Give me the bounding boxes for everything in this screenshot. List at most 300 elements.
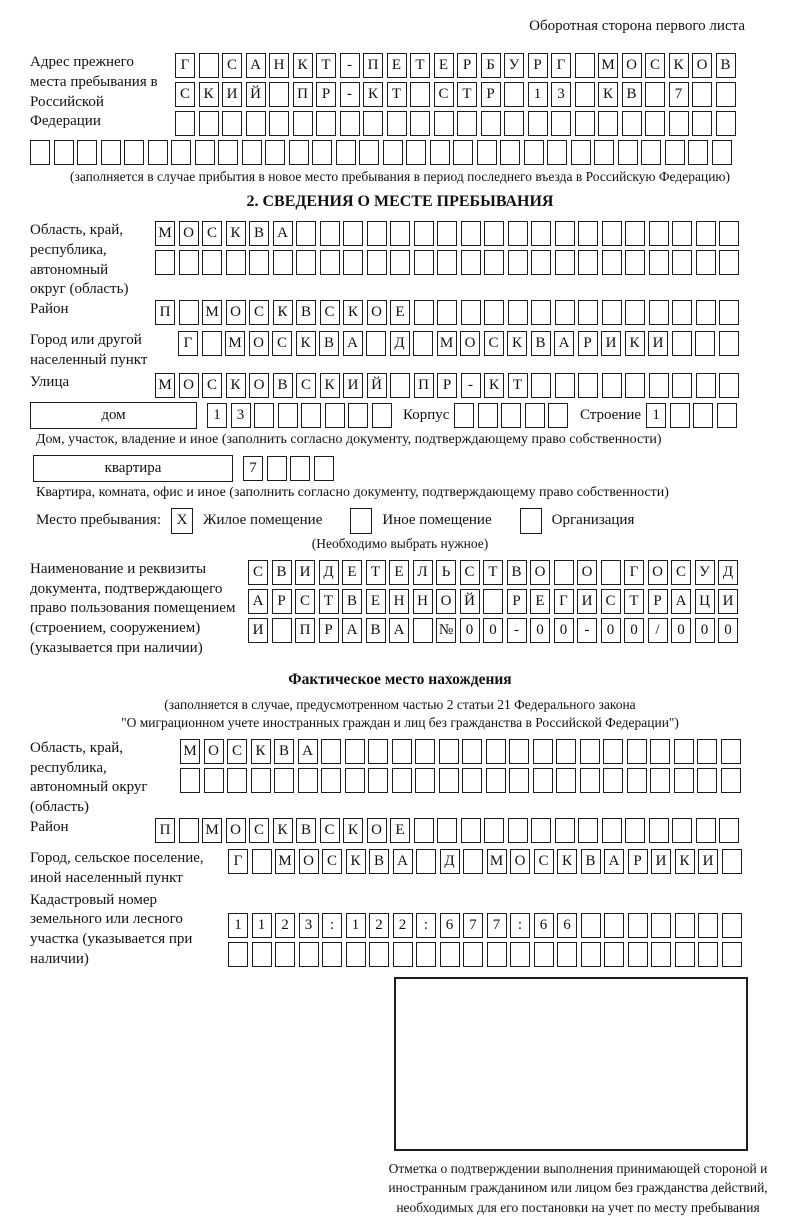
char-box[interactable]: В — [273, 373, 293, 398]
char-box[interactable] — [322, 942, 342, 967]
char-box[interactable]: И — [648, 331, 668, 356]
char-box[interactable]: П — [293, 82, 313, 107]
char-box[interactable] — [500, 140, 520, 165]
char-box[interactable] — [696, 250, 716, 275]
char-box[interactable]: С — [320, 818, 340, 843]
char-box[interactable] — [77, 140, 97, 165]
char-box[interactable] — [578, 373, 598, 398]
char-box[interactable] — [484, 250, 504, 275]
char-box[interactable] — [254, 403, 274, 428]
char-box[interactable] — [649, 373, 669, 398]
char-box[interactable] — [719, 221, 739, 246]
char-box[interactable]: К — [251, 739, 271, 764]
char-box[interactable]: 7 — [463, 913, 483, 938]
char-box[interactable] — [486, 739, 506, 764]
char-box[interactable] — [416, 942, 436, 967]
char-box[interactable]: 3 — [231, 403, 251, 428]
char-box[interactable]: В — [342, 589, 362, 614]
char-box[interactable] — [674, 768, 694, 793]
char-box[interactable] — [478, 403, 498, 428]
char-box[interactable]: № — [436, 618, 456, 643]
char-box[interactable]: Д — [390, 331, 410, 356]
char-box[interactable] — [437, 250, 457, 275]
char-box[interactable] — [463, 849, 483, 874]
char-box[interactable]: Л — [413, 560, 433, 585]
char-box[interactable] — [602, 221, 622, 246]
char-box[interactable] — [414, 221, 434, 246]
char-box[interactable] — [556, 768, 576, 793]
char-box[interactable] — [695, 331, 715, 356]
char-box[interactable] — [696, 818, 716, 843]
char-box[interactable]: 0 — [671, 618, 691, 643]
char-box[interactable]: М — [202, 818, 222, 843]
char-box[interactable] — [320, 221, 340, 246]
char-box[interactable]: О — [179, 221, 199, 246]
char-box[interactable] — [692, 111, 712, 136]
char-box[interactable] — [688, 140, 708, 165]
char-box[interactable] — [390, 221, 410, 246]
char-box[interactable] — [672, 818, 692, 843]
char-box[interactable] — [321, 768, 341, 793]
char-box[interactable]: 6 — [534, 913, 554, 938]
char-box[interactable] — [296, 250, 316, 275]
char-box[interactable]: А — [554, 331, 574, 356]
char-box[interactable]: Е — [390, 818, 410, 843]
char-box[interactable] — [649, 221, 669, 246]
char-box[interactable]: О — [367, 300, 387, 325]
char-box[interactable] — [278, 403, 298, 428]
char-box[interactable] — [697, 739, 717, 764]
char-box[interactable] — [481, 111, 501, 136]
char-box[interactable]: К — [320, 373, 340, 398]
char-box[interactable]: С — [202, 373, 222, 398]
char-box[interactable] — [343, 221, 363, 246]
char-box[interactable] — [437, 300, 457, 325]
char-box[interactable]: К — [343, 818, 363, 843]
char-box[interactable] — [571, 140, 591, 165]
char-box[interactable] — [249, 250, 269, 275]
char-box[interactable]: Р — [481, 82, 501, 107]
char-box[interactable] — [675, 913, 695, 938]
char-box[interactable]: О — [648, 560, 668, 585]
char-box[interactable] — [299, 942, 319, 967]
char-box[interactable]: К — [625, 331, 645, 356]
char-box[interactable] — [406, 140, 426, 165]
char-box[interactable] — [413, 618, 433, 643]
char-box[interactable]: С — [484, 331, 504, 356]
char-box[interactable] — [246, 111, 266, 136]
char-box[interactable] — [430, 140, 450, 165]
char-box[interactable] — [580, 768, 600, 793]
char-box[interactable] — [252, 849, 272, 874]
char-box[interactable]: О — [179, 373, 199, 398]
char-box[interactable] — [719, 818, 739, 843]
char-box[interactable] — [392, 739, 412, 764]
char-box[interactable] — [556, 739, 576, 764]
char-box[interactable]: 1 — [528, 82, 548, 107]
char-box[interactable]: С — [249, 818, 269, 843]
char-box[interactable] — [651, 913, 671, 938]
char-box[interactable]: 0 — [554, 618, 574, 643]
char-box[interactable] — [555, 300, 575, 325]
char-box[interactable]: В — [716, 53, 736, 78]
char-box[interactable] — [628, 942, 648, 967]
char-box[interactable]: А — [246, 53, 266, 78]
char-box[interactable] — [547, 140, 567, 165]
char-box[interactable]: В — [366, 618, 386, 643]
char-box[interactable]: О — [226, 818, 246, 843]
char-box[interactable] — [533, 768, 553, 793]
char-box[interactable] — [578, 818, 598, 843]
char-box[interactable]: О — [367, 818, 387, 843]
char-box[interactable]: Г — [178, 331, 198, 356]
char-box[interactable] — [414, 250, 434, 275]
char-box[interactable] — [175, 111, 195, 136]
char-box[interactable]: Т — [508, 373, 528, 398]
char-box[interactable] — [410, 111, 430, 136]
char-box[interactable]: К — [273, 300, 293, 325]
char-box[interactable] — [722, 942, 742, 967]
char-box[interactable]: С — [249, 300, 269, 325]
char-box[interactable]: Д — [319, 560, 339, 585]
char-box[interactable] — [721, 768, 741, 793]
char-box[interactable]: В — [622, 82, 642, 107]
char-box[interactable]: В — [369, 849, 389, 874]
char-box[interactable] — [30, 140, 50, 165]
char-box[interactable] — [461, 818, 481, 843]
char-box[interactable] — [486, 768, 506, 793]
char-box[interactable] — [719, 373, 739, 398]
char-box[interactable] — [575, 82, 595, 107]
char-box[interactable] — [509, 768, 529, 793]
char-box[interactable] — [604, 913, 624, 938]
char-box[interactable]: С — [601, 589, 621, 614]
char-box[interactable] — [289, 140, 309, 165]
char-box[interactable] — [148, 140, 168, 165]
char-box[interactable] — [204, 768, 224, 793]
char-box[interactable] — [265, 140, 285, 165]
char-box[interactable] — [413, 331, 433, 356]
char-box[interactable]: Р — [319, 618, 339, 643]
char-box[interactable]: К — [507, 331, 527, 356]
char-box[interactable]: Е — [366, 589, 386, 614]
char-box[interactable] — [363, 111, 383, 136]
char-box[interactable] — [717, 403, 737, 428]
char-box[interactable]: С — [222, 53, 242, 78]
char-box[interactable] — [202, 331, 222, 356]
char-box[interactable] — [437, 818, 457, 843]
char-box[interactable] — [439, 768, 459, 793]
char-box[interactable]: Б — [481, 53, 501, 78]
char-box[interactable]: О — [510, 849, 530, 874]
char-box[interactable] — [601, 560, 621, 585]
char-box[interactable]: И — [601, 331, 621, 356]
char-box[interactable] — [414, 818, 434, 843]
char-box[interactable]: М — [202, 300, 222, 325]
char-box[interactable]: С — [272, 331, 292, 356]
char-box[interactable] — [645, 111, 665, 136]
char-box[interactable]: О — [226, 300, 246, 325]
char-box[interactable] — [416, 849, 436, 874]
char-box[interactable] — [345, 768, 365, 793]
char-box[interactable] — [484, 300, 504, 325]
char-box[interactable]: И — [222, 82, 242, 107]
char-box[interactable] — [124, 140, 144, 165]
char-box[interactable]: 2 — [393, 913, 413, 938]
char-box[interactable] — [722, 849, 742, 874]
char-box[interactable]: В — [296, 818, 316, 843]
char-box[interactable]: А — [671, 589, 691, 614]
char-box[interactable]: А — [604, 849, 624, 874]
char-box[interactable] — [390, 250, 410, 275]
char-box[interactable] — [508, 818, 528, 843]
char-box[interactable] — [269, 82, 289, 107]
char-box[interactable] — [252, 942, 272, 967]
char-box[interactable]: С — [671, 560, 691, 585]
char-box[interactable] — [698, 942, 718, 967]
char-box[interactable] — [649, 818, 669, 843]
char-box[interactable] — [712, 140, 732, 165]
char-box[interactable] — [179, 300, 199, 325]
char-box[interactable]: М — [155, 221, 175, 246]
char-box[interactable]: 2 — [369, 913, 389, 938]
char-box[interactable]: Ц — [695, 589, 715, 614]
char-box[interactable] — [457, 111, 477, 136]
char-box[interactable]: В — [319, 331, 339, 356]
char-box[interactable] — [199, 53, 219, 78]
char-box[interactable] — [340, 111, 360, 136]
char-box[interactable] — [721, 739, 741, 764]
char-box[interactable]: Ь — [436, 560, 456, 585]
char-box[interactable]: М — [155, 373, 175, 398]
char-box[interactable] — [345, 739, 365, 764]
char-box[interactable] — [650, 768, 670, 793]
char-box[interactable]: Р — [507, 589, 527, 614]
char-box[interactable] — [693, 403, 713, 428]
char-box[interactable] — [645, 82, 665, 107]
char-box[interactable]: Т — [457, 82, 477, 107]
char-box[interactable]: Р — [272, 589, 292, 614]
char-box[interactable]: : — [510, 913, 530, 938]
char-box[interactable]: Р — [578, 331, 598, 356]
char-box[interactable] — [602, 300, 622, 325]
char-box[interactable]: Н — [413, 589, 433, 614]
char-box[interactable]: В — [531, 331, 551, 356]
char-box[interactable]: Р — [457, 53, 477, 78]
char-box[interactable] — [675, 942, 695, 967]
char-box[interactable]: 7 — [669, 82, 689, 107]
char-box[interactable] — [548, 403, 568, 428]
char-box[interactable]: 6 — [440, 913, 460, 938]
char-box[interactable]: К — [598, 82, 618, 107]
char-box[interactable] — [269, 111, 289, 136]
char-box[interactable]: М — [275, 849, 295, 874]
char-box[interactable]: - — [340, 82, 360, 107]
char-box[interactable] — [696, 221, 716, 246]
char-box[interactable] — [534, 942, 554, 967]
char-box[interactable] — [453, 140, 473, 165]
char-box[interactable] — [202, 250, 222, 275]
char-box[interactable] — [719, 300, 739, 325]
char-box[interactable] — [242, 140, 262, 165]
char-box[interactable] — [575, 111, 595, 136]
char-box[interactable]: С — [534, 849, 554, 874]
char-box[interactable]: К — [343, 300, 363, 325]
char-box[interactable] — [581, 942, 601, 967]
char-box[interactable] — [672, 300, 692, 325]
char-box[interactable]: И — [343, 373, 363, 398]
char-box[interactable] — [343, 250, 363, 275]
char-box[interactable]: А — [343, 331, 363, 356]
char-box[interactable]: 3 — [551, 82, 571, 107]
char-box[interactable]: : — [416, 913, 436, 938]
char-box[interactable] — [439, 739, 459, 764]
char-box[interactable]: К — [557, 849, 577, 874]
char-box[interactable] — [719, 250, 739, 275]
char-box[interactable] — [101, 140, 121, 165]
char-box[interactable]: Е — [387, 53, 407, 78]
char-box[interactable]: П — [295, 618, 315, 643]
char-box[interactable] — [390, 373, 410, 398]
char-box[interactable]: Р — [628, 849, 648, 874]
char-box[interactable]: 1 — [252, 913, 272, 938]
apartment-type-field[interactable]: квартира — [33, 455, 233, 482]
char-box[interactable]: М — [437, 331, 457, 356]
char-box[interactable] — [437, 221, 457, 246]
char-box[interactable] — [578, 250, 598, 275]
char-box[interactable] — [555, 250, 575, 275]
char-box[interactable]: С — [320, 300, 340, 325]
char-box[interactable]: 1 — [228, 913, 248, 938]
char-box[interactable] — [531, 818, 551, 843]
char-box[interactable] — [581, 913, 601, 938]
char-box[interactable]: К — [346, 849, 366, 874]
char-box[interactable] — [218, 140, 238, 165]
char-box[interactable]: - — [507, 618, 527, 643]
char-box[interactable] — [367, 250, 387, 275]
char-box[interactable] — [179, 818, 199, 843]
char-box[interactable] — [575, 53, 595, 78]
char-box[interactable] — [602, 373, 622, 398]
char-box[interactable] — [293, 111, 313, 136]
char-box[interactable]: Н — [269, 53, 289, 78]
char-box[interactable] — [528, 111, 548, 136]
char-box[interactable]: К — [199, 82, 219, 107]
char-box[interactable] — [692, 82, 712, 107]
char-box[interactable] — [267, 456, 287, 481]
char-box[interactable] — [393, 942, 413, 967]
char-box[interactable] — [463, 942, 483, 967]
char-box[interactable] — [533, 739, 553, 764]
char-box[interactable]: К — [675, 849, 695, 874]
char-box[interactable] — [625, 250, 645, 275]
checkbox-other-premises[interactable] — [350, 508, 372, 534]
char-box[interactable]: 1 — [207, 403, 227, 428]
char-box[interactable] — [669, 111, 689, 136]
char-box[interactable]: А — [248, 589, 268, 614]
char-box[interactable] — [531, 373, 551, 398]
char-box[interactable]: 0 — [460, 618, 480, 643]
char-box[interactable]: П — [414, 373, 434, 398]
char-box[interactable]: В — [581, 849, 601, 874]
char-box[interactable]: О — [299, 849, 319, 874]
char-box[interactable] — [484, 221, 504, 246]
char-box[interactable] — [180, 768, 200, 793]
char-box[interactable]: С — [322, 849, 342, 874]
char-box[interactable] — [672, 250, 692, 275]
checkbox-residential[interactable]: X — [171, 508, 193, 534]
char-box[interactable]: К — [273, 818, 293, 843]
char-box[interactable]: К — [484, 373, 504, 398]
char-box[interactable]: Т — [366, 560, 386, 585]
char-box[interactable]: Р — [316, 82, 336, 107]
char-box[interactable] — [301, 403, 321, 428]
char-box[interactable]: М — [225, 331, 245, 356]
char-box[interactable] — [227, 768, 247, 793]
char-box[interactable] — [618, 140, 638, 165]
char-box[interactable]: Т — [319, 589, 339, 614]
char-box[interactable] — [415, 739, 435, 764]
char-box[interactable]: Й — [460, 589, 480, 614]
char-box[interactable]: - — [340, 53, 360, 78]
char-box[interactable]: С — [460, 560, 480, 585]
char-box[interactable]: Р — [648, 589, 668, 614]
char-box[interactable]: И — [698, 849, 718, 874]
char-box[interactable] — [392, 768, 412, 793]
char-box[interactable] — [477, 140, 497, 165]
char-box[interactable]: А — [298, 739, 318, 764]
char-box[interactable] — [54, 140, 74, 165]
char-box[interactable]: Р — [528, 53, 548, 78]
char-box[interactable]: М — [180, 739, 200, 764]
char-box[interactable]: - — [461, 373, 481, 398]
char-box[interactable] — [274, 768, 294, 793]
char-box[interactable] — [580, 739, 600, 764]
char-box[interactable]: И — [577, 589, 597, 614]
char-box[interactable] — [222, 111, 242, 136]
char-box[interactable] — [555, 221, 575, 246]
char-box[interactable] — [346, 942, 366, 967]
char-box[interactable] — [272, 618, 292, 643]
char-box[interactable] — [627, 739, 647, 764]
char-box[interactable]: О — [577, 560, 597, 585]
char-box[interactable] — [461, 221, 481, 246]
char-box[interactable] — [298, 768, 318, 793]
char-box[interactable] — [696, 300, 716, 325]
char-box[interactable]: С — [202, 221, 222, 246]
char-box[interactable] — [598, 111, 618, 136]
char-box[interactable] — [625, 221, 645, 246]
char-box[interactable] — [251, 768, 271, 793]
char-box[interactable]: О — [622, 53, 642, 78]
char-box[interactable] — [325, 403, 345, 428]
char-box[interactable]: 0 — [718, 618, 738, 643]
char-box[interactable] — [368, 739, 388, 764]
char-box[interactable]: С — [296, 373, 316, 398]
char-box[interactable]: Г — [624, 560, 644, 585]
char-box[interactable] — [531, 300, 551, 325]
char-box[interactable] — [508, 250, 528, 275]
char-box[interactable]: А — [273, 221, 293, 246]
char-box[interactable]: : — [322, 913, 342, 938]
char-box[interactable]: С — [248, 560, 268, 585]
char-box[interactable]: 0 — [483, 618, 503, 643]
char-box[interactable] — [649, 300, 669, 325]
confirmation-stamp-box[interactable] — [394, 977, 748, 1151]
char-box[interactable]: В — [296, 300, 316, 325]
char-box[interactable] — [348, 403, 368, 428]
char-box[interactable]: П — [155, 300, 175, 325]
